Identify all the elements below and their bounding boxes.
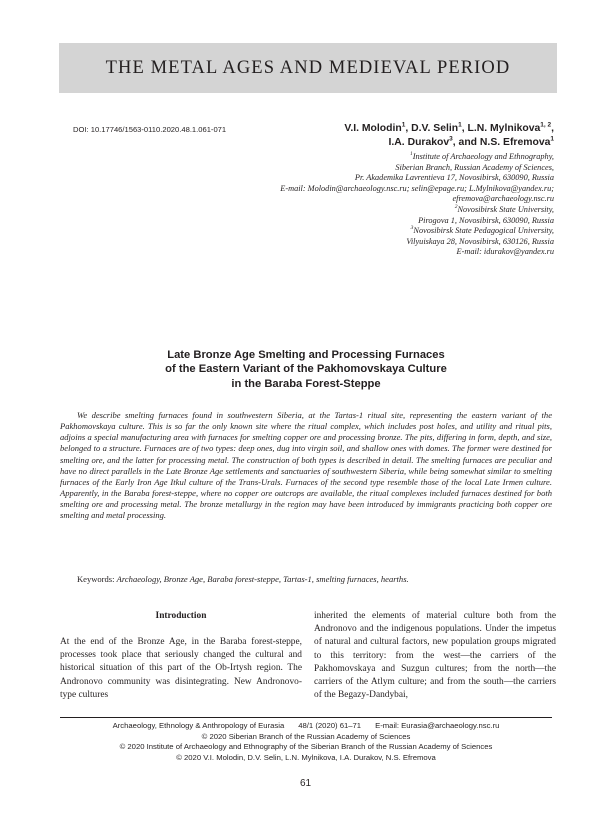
footer-journal-line — [60, 721, 552, 732]
body-paragraph: At the end of the Bronze Age, in the Baraba forest-steppe, processes took place that seriously changed the cultural and historical situation of this part of the Ob-Irtysh region. The Andronovo community was disintegrating. New Andronovo-type cultures — [60, 637, 302, 700]
left-column — [60, 610, 302, 702]
affiliation-line — [134, 237, 554, 248]
affiliation-sup: 1 — [409, 151, 413, 158]
affiliation-email[interactable]: efremova@archaeology.nsc.ru — [452, 194, 554, 204]
affiliation-text: Pr. Akademika Lavrentieva 17, Novosibirsk, 630090, Russia — [354, 173, 554, 183]
page-number: 61 — [299, 778, 312, 789]
affiliation-sup: 2 — [454, 204, 458, 211]
keywords — [60, 574, 552, 585]
affiliation-text: Pirogova 1, Novosibirsk, 630090, Russia — [418, 215, 554, 225]
author-separator: , and — [452, 137, 480, 148]
journal-email[interactable]: E-mail: Eurasia@archaeology.nsc.ru — [375, 721, 500, 730]
author-separator: , — [551, 123, 554, 134]
author-line-1 — [154, 122, 554, 136]
doi[interactable]: DOI: 10.17746/1563-0110.2020.48.1.061-071 — [73, 125, 227, 134]
affiliation-email-line[interactable] — [134, 184, 554, 195]
section-title: THE METAL AGES AND MEDIEVAL PERIOD — [105, 57, 511, 78]
journal-name: Archaeology, Ethnology & Anthropology of Eurasia — [112, 721, 285, 730]
author-name: V.I. Molodin — [344, 123, 402, 134]
affiliation-email[interactable]: E-mail: Molodin@archaeology.nsc.ru; selin@epage.ru; L.Mylnikova@yandex.ru; — [280, 183, 554, 193]
affiliation-email[interactable]: E-mail: idurakov@yandex.ru — [456, 247, 554, 257]
affiliation-line — [134, 205, 554, 216]
affiliation-text: Siberian Branch, Russian Academy of Sciences, — [395, 162, 554, 172]
section-heading: Introduction — [155, 611, 207, 621]
affiliation-text: Vilyuiskaya 28, Novosibirsk, 630126, Russia — [406, 236, 554, 246]
author-affil-sup: 1 — [401, 121, 406, 129]
author-affil-sup: 1 — [458, 121, 462, 129]
right-column — [314, 610, 556, 702]
section-banner — [59, 43, 557, 93]
author-affil-sup: 1 — [550, 135, 554, 143]
affiliation-line — [134, 226, 554, 237]
keywords-text: Archaeology, Bronze Age, Baraba forest-steppe, Tartas-1, smelting furnaces, hearths. — [116, 574, 409, 584]
keywords-label: Keywords: — [77, 574, 115, 584]
author-separator: , — [461, 123, 468, 134]
affiliation-text: Institute of Archaeology and Ethnography, — [412, 152, 554, 161]
title-line: in the Baraba Forest-Steppe — [231, 377, 381, 390]
author-name: I.A. Durakov — [388, 137, 450, 148]
footer-divider — [60, 717, 552, 718]
author-name: N.S. Efremova — [479, 137, 551, 148]
copyright-line: © 2020 Institute of Archaeology and Ethnography of the Siberian Branch of the Russian Academy of Sciences — [119, 742, 493, 752]
footer — [60, 721, 552, 763]
author-list — [154, 122, 554, 150]
affiliation-line — [134, 152, 554, 163]
abstract: We describe smelting furnaces found in southwestern Siberia, at the Tartas-1 ritual site, representing the eastern variant of the Pakhomovskaya culture. This is so far the only known site where the ritual complex, which includes post holes, and utility and ritual pits, adjoins a special manufacturing area with furnaces for smelting copper ore and processing bronze. The pits, differing in form, depth, and size, belonged to a structure. Furnaces are of two types: deep ones, dug into virgin soil, and shallow ones with domes. The former were destined for smelting ore, and the latter for processing metal. The construction of both types is described in detail. The smelting furnaces are peculiar and have no direct parallels in the Late Bronze Age settlements and sanctuaries of southwestern Siberia, while being somewhat similar to smelting furnaces of the Early Iron Age Itkul culture of the Trans-Urals. Furnaces of the second type resemble those of the local Late Irmen culture. Apparently, in the Baraba forest-steppe, where no copper ore outcrops are available, the ritual complexes included furnaces destined for both smelting ore and processing metal. The bronze metallurgy in the region may have been introduced by immigrants practicing both copper ore smelting and metal processing. — [60, 410, 552, 521]
affiliation-line — [134, 173, 554, 184]
author-name: D.V. Selin — [411, 123, 459, 134]
copyright-line: © 2020 Siberian Branch of the Russian Academy of Sciences — [201, 731, 411, 741]
affiliation-text: Novosibirsk State University, — [457, 204, 554, 214]
author-line-2 — [154, 136, 554, 150]
copyright-line: © 2020 V.I. Molodin, D.V. Selin, L.N. Mylnikova, I.A. Durakov, N.S. Efremova — [176, 752, 436, 762]
author-affil-sup: 3 — [449, 135, 453, 143]
affiliations — [134, 152, 554, 258]
author-separator: , — [405, 123, 412, 134]
affiliation-sup: 3 — [410, 225, 414, 232]
author-affil-sup: 1, 2 — [540, 121, 552, 129]
affiliation-line — [134, 163, 554, 174]
affiliation-email-line[interactable] — [134, 247, 554, 258]
title-line: Late Bronze Age Smelting and Processing Furnaces — [167, 349, 445, 361]
body-paragraph: inherited the elements of material culture both from the Andronovo and the indigenous populations. Under the impetus of natural and cultural factors, new population groups migrated to this territory: from the west—the carriers of the Pakhomovskaya and Suzgun cultures; from the north—the carriers of the Atlym culture; and from the south—the carriers of the Begazy-Dandybai, — [314, 611, 556, 701]
journal-issue: 48/1 (2020) 61–71 — [298, 721, 362, 730]
affiliation-email-line[interactable] — [134, 194, 554, 205]
affiliation-text: Novosibirsk State Pedagogical University, — [413, 226, 554, 236]
title-line: of the Eastern Variant of the Pakhomovskaya Culture — [165, 363, 447, 376]
author-name: L.N. Mylnikova — [467, 123, 541, 134]
affiliation-line — [134, 216, 554, 227]
article-title — [60, 348, 552, 391]
